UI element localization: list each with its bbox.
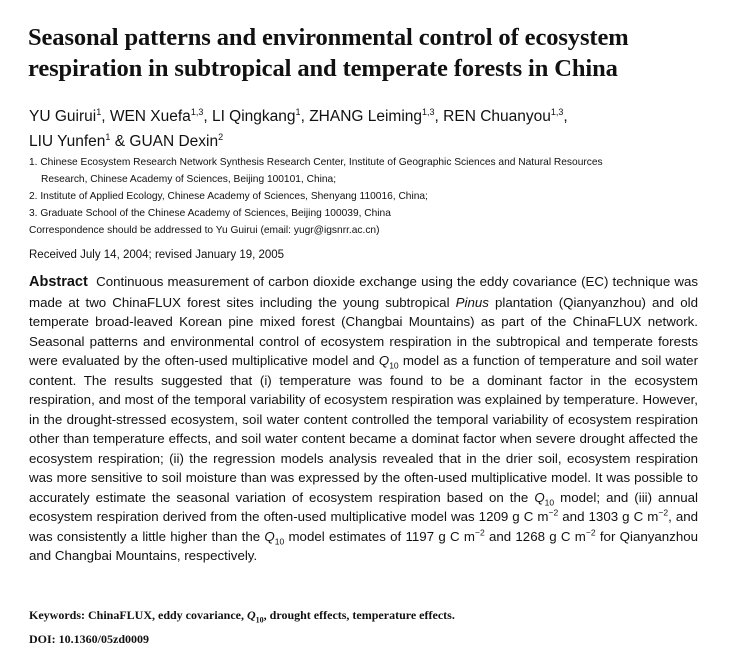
received-dates: Received July 14, 2004; revised January 19, 2005 bbox=[29, 249, 285, 261]
affiliations bbox=[29, 154, 709, 239]
abstract bbox=[29, 272, 698, 566]
abstract-text: , and was consistently a little higher than the bbox=[29, 509, 699, 544]
author-separator: , bbox=[563, 108, 568, 126]
abstract-text: model as a function of temperature and soil water content. The results suggested that (i) temperature was found to be a dominant factor in the ecosystem respiration, and most of the temporal variability of ecosystem respiration was explained by temperature. However, in the drought-stressed ecosystem, soil water content controlled the temporal variability of ecosystem respiration other than temperature effects, and soil water content became a dominat factor when severe drought affected the ecosystem respiration; (ii) the regression models analysis revealed that in the drier soil, ecosystem respiration was more sensitive to soil moisture than was expressed by the often-used multiplicative model. It was possible to accurately estimate the seasonal variation of ecosystem respiration based on the bbox=[29, 353, 698, 505]
abstract-label: Abstract bbox=[29, 274, 88, 290]
author-name: REN Chuanyou bbox=[443, 108, 551, 126]
q10-subscript: 10 bbox=[274, 536, 285, 547]
unit-exponent: −2 bbox=[548, 507, 559, 518]
abstract-text: and 1303 g C m bbox=[558, 509, 659, 524]
author-separator: & bbox=[110, 133, 130, 151]
affiliation-1: 1. Chinese Ecosystem Research Network Synthesis Research Center, Institute of Geographic Sciences and Natural Resources bbox=[29, 157, 603, 168]
q10-symbol: Q bbox=[378, 353, 390, 368]
author-separator: , bbox=[434, 108, 444, 126]
affiliation-mark: 1,3 bbox=[550, 107, 564, 117]
affiliation-mark: 1,3 bbox=[190, 107, 204, 117]
affiliation-2: 2. Institute of Applied Ecology, Chinese Academy of Sciences, Shenyang 110016, China; bbox=[29, 191, 428, 202]
affiliation-3: 3. Graduate School of the Chinese Academy of Sciences, Beijing 100039, China bbox=[29, 208, 391, 219]
abstract-text: Continuous measurement of carbon dioxide exchange using the eddy covariance (EC) technique was made at two ChinaFLUX forest sites including the young subtropical bbox=[29, 274, 699, 310]
author-name: ZHANG Leiming bbox=[309, 108, 423, 126]
author-list bbox=[29, 102, 719, 152]
doi: DOI: 10.1360/05zd0009 bbox=[29, 632, 149, 646]
keywords-text: Keywords: ChinaFLUX, eddy covariance, bbox=[29, 608, 247, 622]
q10-subscript: 10 bbox=[544, 497, 555, 508]
q10-subscript: 10 bbox=[255, 615, 264, 625]
unit-exponent: −2 bbox=[585, 527, 596, 538]
author-name: YU Guirui bbox=[29, 108, 97, 126]
unit-exponent: −2 bbox=[474, 527, 485, 538]
abstract-text: plantation (Qianyanzhou) and old temperate broad-leaved Korean pine mixed forest (Changbai Mountains) as part of the ChinaFLUX network. Seasonal patterns and environmental control of ecosystem respiration in the subtropical and temperate forests were evaluated by the often-used multiplicative model and bbox=[29, 294, 698, 368]
abstract-text: for Qianyanzhou and Changbai Mountains, respectively. bbox=[29, 528, 699, 563]
q10-symbol: Q bbox=[264, 528, 275, 544]
q10-subscript: 10 bbox=[389, 360, 399, 371]
affiliation-mark: 1 bbox=[105, 132, 111, 143]
abstract-text: model estimates of 1197 g C m bbox=[284, 528, 475, 544]
unit-exponent: −2 bbox=[658, 507, 669, 518]
q10-symbol: Q bbox=[247, 608, 256, 622]
author-name: WEN Xuefa bbox=[109, 108, 191, 126]
abstract-text: and 1268 g C m bbox=[484, 528, 586, 544]
author-separator: , bbox=[203, 108, 212, 126]
correspondence-note: Correspondence should be addressed to Yu Guirui (email: yugr@igsnrr.ac.cn) bbox=[29, 225, 380, 236]
author-name: GUAN Dexin bbox=[129, 133, 219, 151]
author-separator: , bbox=[101, 108, 110, 126]
abstract-text: model; and (iii) annual ecosystem respiration derived from the often-used multiplicative model was 1209 g C m bbox=[29, 489, 698, 524]
author-name: LI Qingkang bbox=[211, 108, 296, 126]
author-name: LIU Yunfen bbox=[29, 133, 106, 151]
q10-symbol: Q bbox=[534, 489, 545, 505]
affiliation-mark: 1 bbox=[295, 107, 301, 117]
paper-title: Seasonal patterns and environmental control of ecosystem respiration in subtropical and temperate forests in China bbox=[28, 24, 629, 82]
keywords-text: , drought effects, temperature effects. bbox=[263, 608, 455, 622]
affiliation-mark: 1 bbox=[96, 107, 102, 117]
keywords bbox=[29, 607, 719, 628]
species-name: Pinus bbox=[455, 294, 489, 310]
affiliation-mark: 2 bbox=[218, 132, 224, 143]
author-separator: , bbox=[300, 108, 310, 126]
affiliation-1-continued: Research, Chinese Academy of Sciences, Beijing 100101, China; bbox=[41, 174, 337, 185]
affiliation-mark: 1,3 bbox=[422, 107, 435, 117]
